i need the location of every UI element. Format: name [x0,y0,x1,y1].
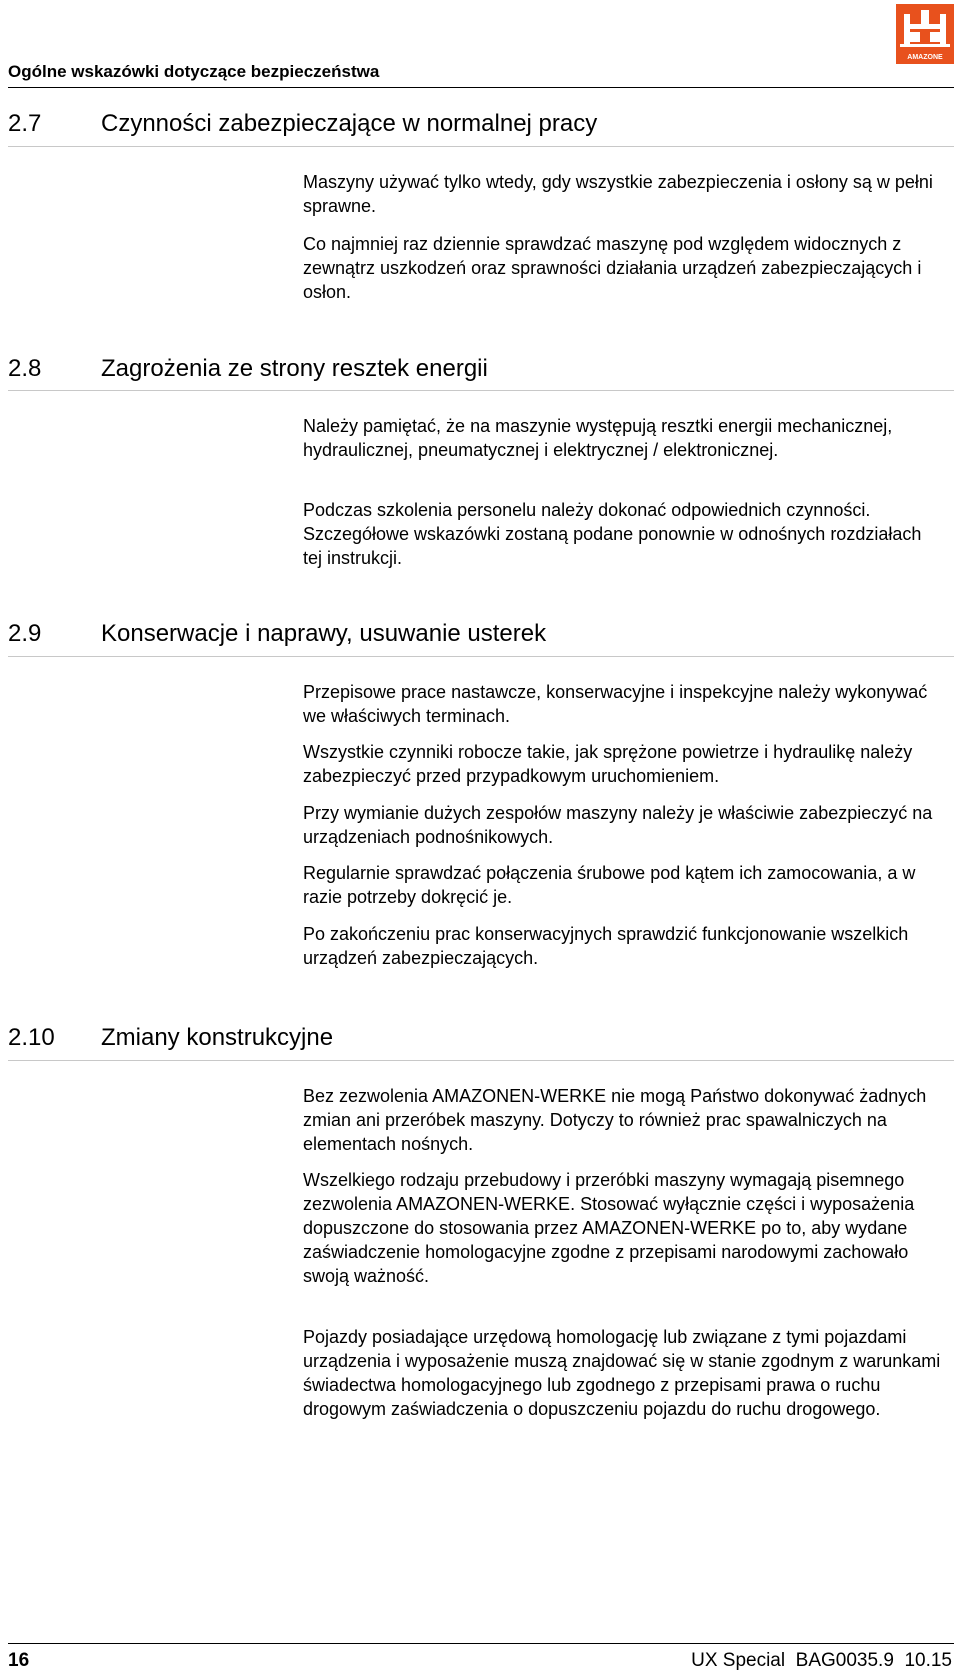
header-divider [8,87,954,88]
section-divider [8,146,954,147]
page-number: 16 [8,1650,30,1671]
section-heading-2-7 [8,110,597,138]
footer-divider [8,1643,954,1644]
section-number: 2.8 [8,355,42,382]
logo-text: AMAZONE [907,54,943,61]
amazone-logo [896,4,954,64]
section-heading-2-8 [8,355,488,383]
paragraph: Przepisowe prace nastawcze, konserwacyjne i inspekcyjne należy wykonywać we właściwych terminach. [303,682,928,726]
section-number: 2.9 [8,620,42,647]
paragraph: Wszystkie czynniki robocze takie, jak sprężone powietrze i hydraulikę należy zabezpieczyć przed przypadkowym uruchomieniem. [303,742,913,786]
paragraph: Regularnie sprawdzać połączenia śrubowe pod kątem ich zamocowania, a w razie potrzeby dokręcić je. [303,863,916,907]
paragraph: Maszyny używać tylko wtedy, gdy wszystkie zabezpieczenia i osłony są w pełni sprawne. [303,172,933,216]
section-title: Konserwacje i naprawy, usuwanie usterek [101,620,547,647]
section-number: 2.10 [8,1024,55,1051]
section-title: Czynności zabezpieczające w normalnej pracy [101,110,598,137]
paragraph: Pojazdy posiadające urzędową homologację lub związane z tymi pojazdami urządzenia i wyposażenie muszą znajdować się w stanie zgodnym z warunkami świadectwa homologacyjnego lub zgodnego z przepisami prawa o ruchu drogowym zaświadczenia o dopuszczeniu pojazdu do ruchu drogowego. [303,1327,941,1419]
paragraph: Przy wymianie dużych zespołów maszyny należy je właściwie zabezpieczyć na urządzeniach podnośnikowych. [303,803,933,847]
section-heading-2-9 [8,620,546,648]
section-title: Zmiany konstrukcyjne [101,1024,334,1051]
section-divider [8,1060,954,1061]
document-id: UX Special BAG0035.9 10.15 [691,1650,952,1671]
paragraph: Po zakończeniu prac konserwacyjnych sprawdzić funkcjonowanie wszelkich urządzeń zabezpieczających. [303,924,909,968]
paragraph: Podczas szkolenia personelu należy dokonać odpowiednich czynności. Szczegółowe wskazówki zostaną podane ponownie w odnośnych rozdziałach tej instrukcji. [303,500,922,568]
paragraph: Wszelkiego rodzaju przebudowy i przeróbki maszyny wymagają pisemnego zezwolenia AMAZONEN-WERKE. Stosować wyłącznie części i wyposażenia dopuszczone do stosowania przez AMAZONEN-WERKE po to, aby wydane zaświadczenie homologacyjne zgodne z przepisami narodowymi zachowało swoją ważność. [303,1170,915,1286]
section-divider [8,390,954,391]
section-heading-2-10 [8,1024,333,1052]
page-header-title: Ogólne wskazówki dotyczące bezpieczeństwa [8,62,380,81]
section-number: 2.7 [8,110,42,137]
amazone-logo-icon [896,4,954,64]
section-divider [8,656,954,657]
paragraph: Co najmniej raz dziennie sprawdzać maszynę pod względem widocznych z zewnątrz uszkodzeń oraz sprawności działania urządzeń zabezpieczających i osłon. [303,234,922,302]
paragraph: Bez zezwolenia AMAZONEN-WERKE nie mogą Państwo dokonywać żadnych zmian ani przeróbek maszyny. Dotyczy to również prac spawalniczych na elementach nośnych. [303,1086,927,1154]
paragraph: Należy pamiętać, że na maszynie występują resztki energii mechanicznej, hydraulicznej, pneumatycznej i elektrycznej / elektronicznej. [303,416,893,460]
section-title: Zagrożenia ze strony resztek energii [101,355,488,382]
